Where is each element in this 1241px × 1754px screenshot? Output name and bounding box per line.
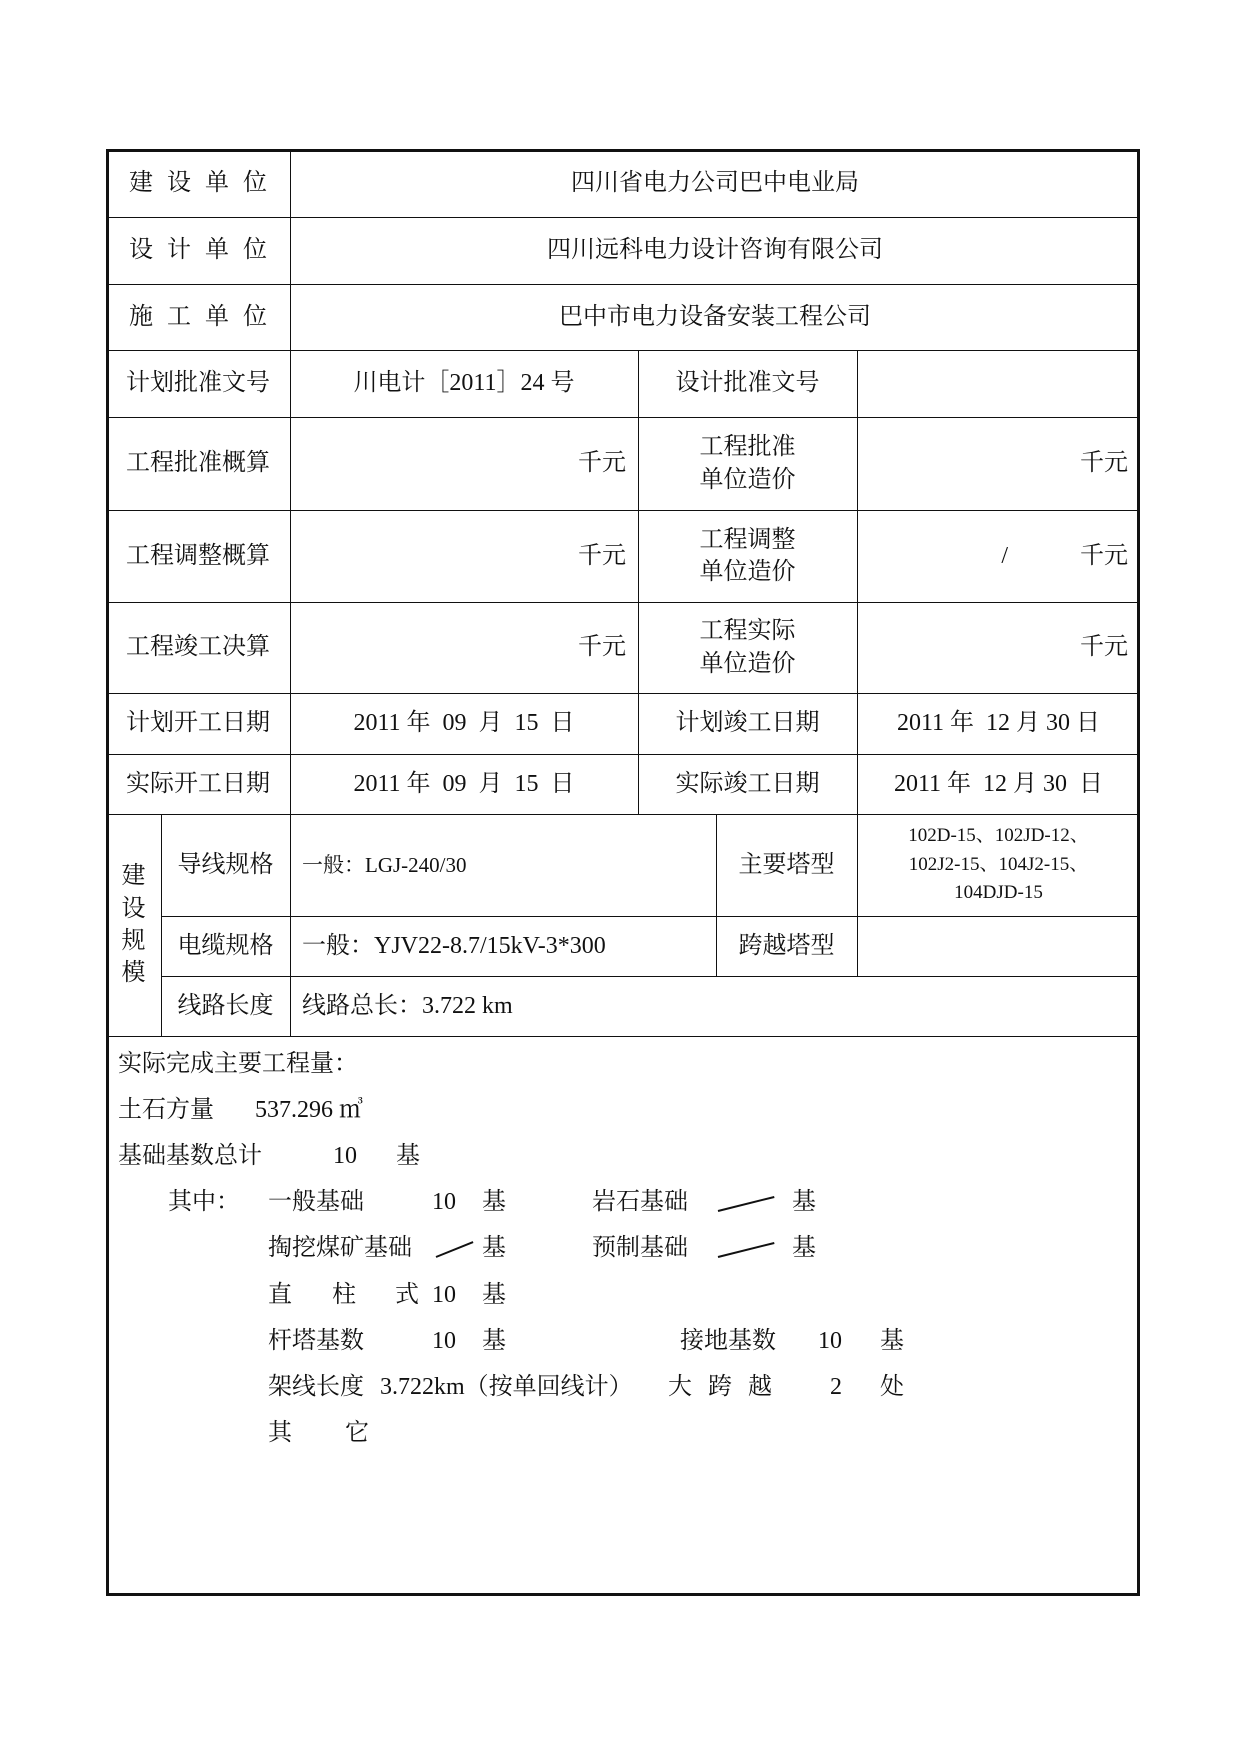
row-divider <box>106 1036 1140 1037</box>
adjusted-budget-label: 工程调整概算 <box>126 542 270 569</box>
column-unit: 基 <box>482 1282 506 1308</box>
actual-start-value: 2011 年 09 月 15 日 <box>353 770 575 797</box>
dug-foundation-label: 掏挖煤矿基础 <box>268 1235 412 1261</box>
main-tower-type-label: 主要塔型 <box>738 851 835 878</box>
planned-start-label: 计划开工日期 <box>126 710 270 737</box>
general-foundation-unit: 基 <box>482 1189 506 1215</box>
actual-unit-cost-label <box>638 602 857 693</box>
design-approval-value <box>857 350 1140 417</box>
dug-foundation-unit: 基 <box>482 1235 506 1261</box>
actual-start-label: 实际开工日期 <box>126 770 270 797</box>
plan-approval-value: 川电计［2011］24 号 <box>353 370 575 397</box>
stringing-label: 架线长度 <box>268 1374 364 1400</box>
big-crossing-label-char: 大 <box>668 1374 692 1400</box>
approved-unit-cost-label-line2: 单位造价 <box>699 466 796 493</box>
big-crossing-label-char: 跨 <box>708 1374 732 1400</box>
earthwork-label: 土石方量 <box>118 1097 214 1123</box>
crossing-tower-type-label: 跨越塔型 <box>738 932 835 959</box>
earthwork-value: 537.296 ㎥ <box>255 1097 363 1123</box>
foundation-total-label: 基础基数总计 <box>118 1143 262 1169</box>
adjusted-unit-cost-unit: 千元 <box>1080 542 1128 569</box>
precast-foundation-label: 预制基础 <box>592 1235 688 1261</box>
tower-count-value: 10 <box>432 1328 456 1354</box>
actual-end-label: 实际竣工日期 <box>675 770 820 797</box>
crossing-tower-type-value <box>857 916 1140 976</box>
construction-unit-label: 施工单位 <box>129 303 281 330</box>
foundation-total-unit: 基 <box>396 1143 420 1169</box>
tower-type-line: 102D-15、102JD-12、 <box>908 825 1089 847</box>
line-length-label: 线路长度 <box>177 992 274 1019</box>
adjusted-unit-cost-label-line2: 单位造价 <box>699 559 796 585</box>
planned-end-value: 2011 年 12 月 30 日 <box>896 710 1101 737</box>
scale-char: 规 <box>121 928 146 954</box>
actual-unit-cost-unit: 千元 <box>1080 634 1128 661</box>
cable-spec-label: 电缆规格 <box>177 932 274 959</box>
design-unit-value: 四川远科电力设计咨询有限公司 <box>547 237 883 264</box>
big-crossing-unit: 处 <box>880 1374 904 1400</box>
build-unit-label: 建设单位 <box>129 169 281 196</box>
adjusted-unit-cost-label-line1: 工程调整 <box>699 526 796 553</box>
approved-budget-unit: 千元 <box>578 450 626 477</box>
grounding-unit: 基 <box>880 1328 904 1354</box>
foundation-total-value: 10 <box>333 1143 357 1169</box>
construction-scale-label <box>106 814 161 1036</box>
other-label-char: 它 <box>345 1420 369 1446</box>
scale-char: 模 <box>121 960 146 987</box>
tower-count-unit: 基 <box>482 1328 506 1354</box>
adjusted-unit-cost-value: / <box>1001 542 1008 569</box>
main-tower-type-value <box>857 814 1140 916</box>
adjusted-unit-cost-label <box>638 510 857 602</box>
among-label: 其中： <box>168 1189 240 1215</box>
actual-unit-cost-label-line1: 工程实际 <box>699 618 796 645</box>
general-foundation-label: 一般基础 <box>268 1189 364 1215</box>
cable-spec-value: 一般：YJV22-8.7/15kV-3*300 <box>302 932 606 959</box>
final-accounts-label: 工程竣工决算 <box>126 634 270 661</box>
design-unit-label: 设计单位 <box>129 237 281 264</box>
build-unit-value: 四川省电力公司巴中电业局 <box>571 169 859 196</box>
precast-foundation-unit: 基 <box>792 1235 816 1261</box>
line-length-value: 线路总长：3.722 km <box>302 992 513 1019</box>
big-crossing-value: 2 <box>830 1374 842 1400</box>
design-approval-label: 设计批准文号 <box>675 370 820 397</box>
column-label-char: 式 <box>395 1282 419 1308</box>
approved-unit-cost-label <box>638 417 857 510</box>
conductor-spec-label: 导线规格 <box>177 851 274 878</box>
conductor-spec-value: 一般：LGJ-240/30 <box>302 852 467 877</box>
tower-type-line: 104DJD-15 <box>954 882 1043 904</box>
construction-unit-value: 巴中市电力设备安装工程公司 <box>559 303 871 330</box>
final-accounts-unit: 千元 <box>578 634 626 661</box>
tower-count-label: 杆塔基数 <box>268 1328 364 1354</box>
quantities-heading: 实际完成主要工程量： <box>118 1051 358 1077</box>
column-label-char: 直 <box>268 1282 292 1308</box>
approved-budget-label: 工程批准概算 <box>126 450 270 477</box>
tower-type-line: 102J2-15、104J2-15、 <box>908 853 1089 875</box>
approved-unit-cost-label-line1: 工程批准 <box>699 434 796 461</box>
actual-unit-cost-label-line2: 单位造价 <box>699 650 796 677</box>
approved-unit-cost-unit: 千元 <box>1080 450 1128 477</box>
actual-end-value: 2011 年 12 月 30 日 <box>893 770 1104 797</box>
planned-start-value: 2011 年 09 月 15 日 <box>353 710 575 737</box>
other-label-char: 其 <box>268 1420 292 1446</box>
column-value: 10 <box>432 1282 456 1308</box>
scale-char: 建 <box>121 863 146 890</box>
general-foundation-value: 10 <box>432 1189 456 1215</box>
plan-approval-label: 计划批准文号 <box>126 370 270 397</box>
adjusted-budget-unit: 千元 <box>578 542 626 569</box>
big-crossing-label-char: 越 <box>748 1374 772 1400</box>
adjusted-unit-cost-cell <box>857 510 1140 602</box>
grounding-label: 接地基数 <box>680 1328 776 1354</box>
scale-char: 设 <box>121 895 146 922</box>
planned-end-label: 计划竣工日期 <box>675 710 820 737</box>
column-label-char: 柱 <box>332 1282 356 1308</box>
rock-foundation-unit: 基 <box>792 1189 816 1215</box>
grounding-value: 10 <box>818 1328 842 1354</box>
stringing-value: 3.722km（按单回线计） <box>380 1374 633 1400</box>
rock-foundation-label: 岩石基础 <box>592 1189 688 1215</box>
